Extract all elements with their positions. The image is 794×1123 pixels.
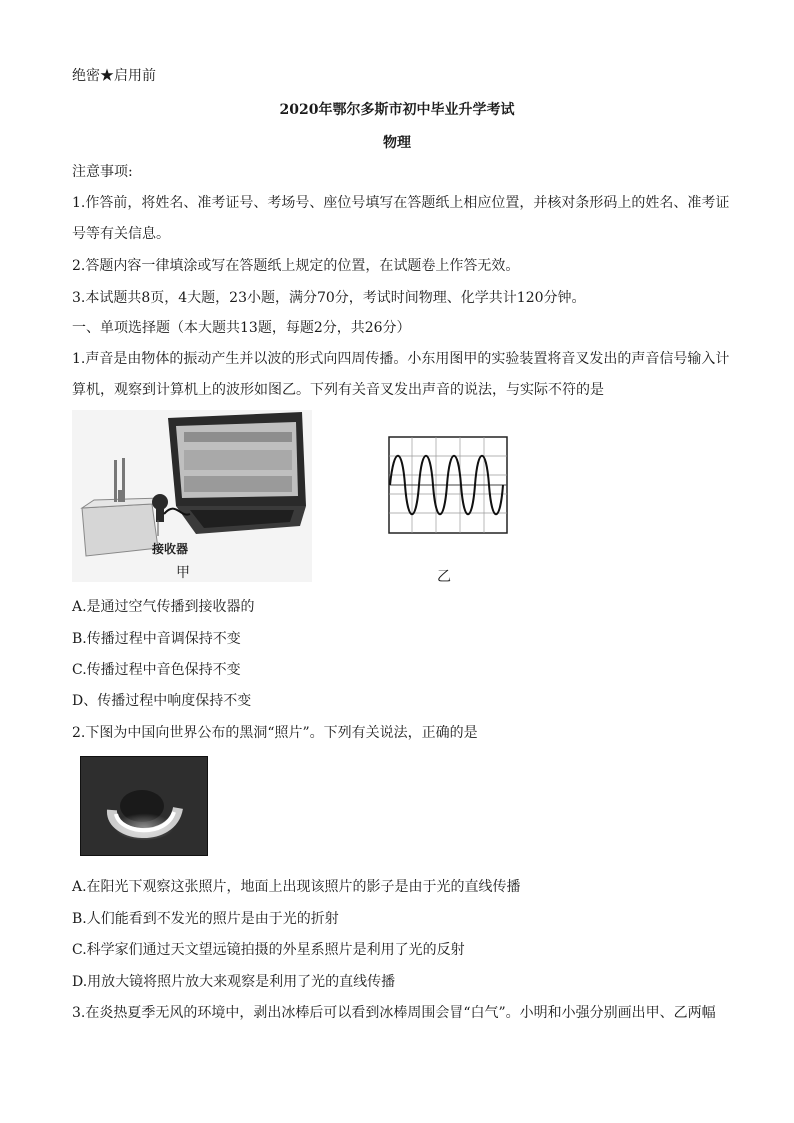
q1-option-d: D、传播过程中响度保持不变 xyxy=(72,693,252,709)
notice-item-3: 3.本试题共8页，4大题，23小题，满分70分，考试时间物理、化学共计120分钟。 xyxy=(72,290,586,306)
q1-stem-line-1: 1.声音是由物体的振动产生并以波的形式向四周传播。小东用图甲的实验装置将音叉发出的声音信号输入计 xyxy=(72,351,730,367)
q1-figure-a-apparatus xyxy=(72,410,312,582)
secret-mark: 绝密★启用前 xyxy=(72,68,156,84)
q2-black-hole-photo xyxy=(80,756,208,856)
q1-option-a: A.是通过空气传播到接收器的 xyxy=(72,599,255,615)
q1-figure-a-caption: 甲 xyxy=(176,565,190,581)
section-heading: 一、单项选择题（本大题共13题，每题2分，共26分） xyxy=(72,320,411,336)
notice-heading: 注意事项: xyxy=(72,164,133,180)
notice-item-2: 2.答题内容一律填涂或写在答题纸上规定的位置，在试题卷上作答无效。 xyxy=(72,258,520,274)
q1-stem-line-2: 算机，观察到计算机上的波形如图乙。下列有关音叉发出声音的说法，与实际不符的是 xyxy=(72,382,604,398)
q1-option-b: B.传播过程中音调保持不变 xyxy=(72,631,241,647)
q2-stem: 2.下图为中国向世界公布的黑洞“照片”。下列有关说法，正确的是 xyxy=(72,725,478,741)
q1-figure-b-caption: 乙 xyxy=(437,569,451,585)
subject-title: 物理 xyxy=(383,135,411,151)
notice-item-1-line-2: 号等有关信息。 xyxy=(72,226,170,242)
notice-item-1-line-1: 1.作答前，将姓名、准考证号、考场号、座位号填写在答题纸上相应位置，并核对条形码上的姓名、准考证 xyxy=(72,195,730,211)
q1-receiver-label: 接收器 xyxy=(152,542,189,556)
q2-option-b: B.人们能看到不发光的照片是由于光的折射 xyxy=(72,911,339,927)
q1-option-c: C.传播过程中音色保持不变 xyxy=(72,662,241,678)
q2-option-a: A.在阳光下观察这张照片，地面上出现该照片的影子是由于光的直线传播 xyxy=(72,879,521,895)
q2-option-d: D.用放大镜将照片放大来观察是利用了光的直线传播 xyxy=(72,974,396,990)
exam-title: 2020年鄂尔多斯市初中毕业升学考试 xyxy=(279,102,515,118)
q1-figure-b-waveform xyxy=(388,436,508,534)
q2-option-c: C.科学家们通过天文望远镜拍摄的外星系照片是利用了光的反射 xyxy=(72,942,465,958)
q3-stem-line-1: 3.在炎热夏季无风的环境中，剥出冰棒后可以看到冰棒周围会冒“白气”。小明和小强分别画出甲、乙两幅 xyxy=(72,1005,716,1021)
